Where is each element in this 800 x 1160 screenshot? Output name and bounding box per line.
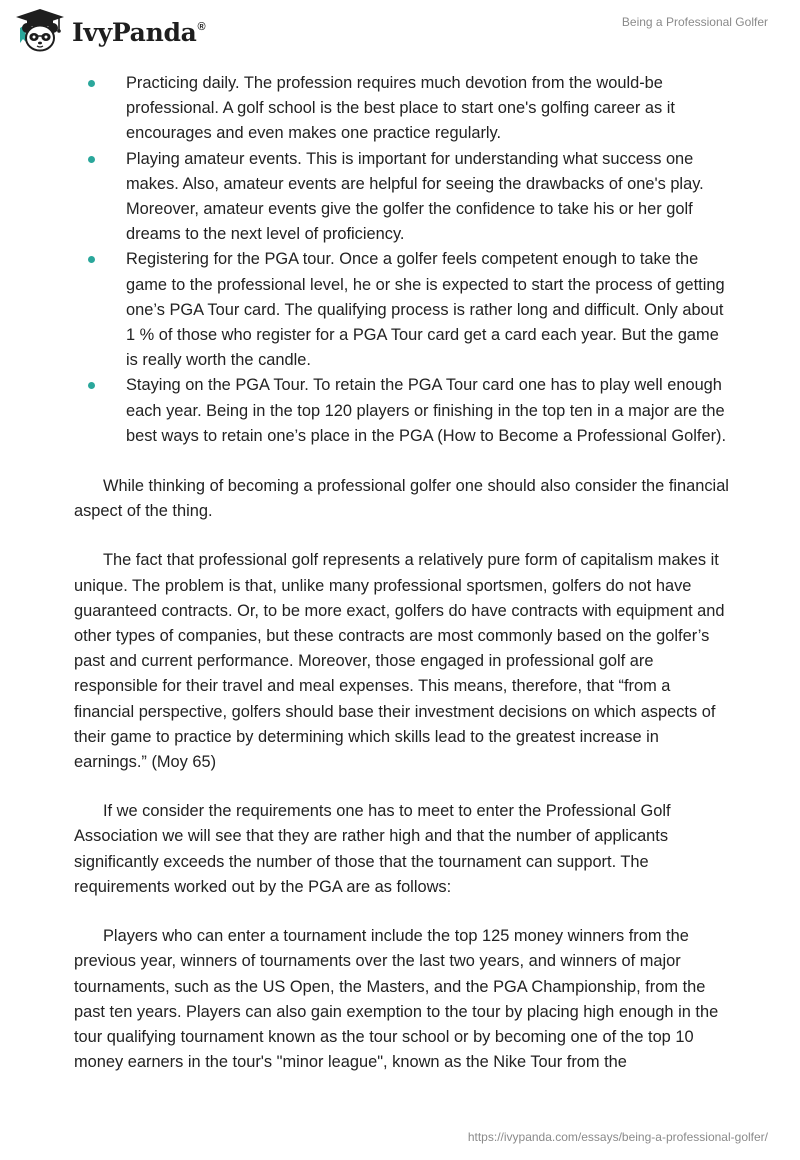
panda-graduate-icon (14, 8, 66, 52)
list-item (74, 71, 734, 147)
bullet-dot-icon (88, 80, 95, 87)
list-item-text: Practicing daily. The profession requires much devotion from the would-be professional. A golf school is the best place to start one's golfing career as it encourages and even makes one practice regularly. (126, 74, 675, 143)
essay-content (74, 71, 734, 1075)
steps-list (74, 71, 734, 449)
logo-text: IvyPanda (72, 17, 197, 47)
list-item-text: Registering for the PGA tour. Once a golfer feels competent enough to take the game to the professional level, he or she is expected to start the process of getting one’s PGA Tour card. The qualifying process is rather long and difficult. Only about 1 % of those who register for a PGA Tour card get a card each year. But the game is really worth the candle. (126, 250, 725, 370)
source-url-link[interactable]: https://ivypanda.com/essays/being-a-professional-golfer/ (467, 1130, 768, 1144)
bullet-dot-icon (88, 256, 95, 263)
list-item (74, 147, 734, 248)
page-header (0, 0, 800, 60)
list-item-text: Playing amateur events. This is important for understanding what success one makes. Also, amateur events are helpful for seeing the drawbacks of one's play. Moreover, amateur events give the golfer the confidence to take his or her golf dreams to the next level of proficiency. (126, 149, 704, 244)
paragraph: While thinking of becoming a professional golfer one should also consider the financial aspect of the thing. (74, 477, 729, 521)
registered-mark: ® (197, 20, 206, 33)
ivypanda-logo[interactable] (14, 8, 205, 52)
running-title: Being a Professional Golfer (621, 15, 768, 29)
logo-wordmark (72, 18, 205, 47)
bullet-dot-icon (88, 156, 95, 163)
list-item (74, 247, 734, 373)
bullet-dot-icon (88, 382, 95, 389)
paragraph: If we consider the requirements one has to meet to enter the Professional Golf Association we will see that they are rather high and that the number of applicants significantly exceeds the number of those that the tournament can support. The requirements worked out by the PGA are as follows: (74, 802, 671, 896)
paragraph: Players who can enter a tournament include the top 125 money winners from the previous year, winners of tournaments over the last two years, and winners of major tournaments, such as the US Open, the Masters, and the PGA Championship, from the past ten years. Players can also gain exemption to the tour by placing high enough in the tour qualifying tournament known as the tour school or by becoming one of the top 10 money earners in the tour's "minor league", known as the Nike Tour from the (74, 927, 719, 1072)
list-item (74, 373, 734, 449)
list-item-text: Staying on the PGA Tour. To retain the PGA Tour card one has to play well enough each year. Being in the top 120 players or finishing in the top ten in a major are the best ways to retain one’s place in the PGA (How to Become a Professional Golfer). (126, 376, 727, 445)
paragraph: The fact that professional golf represents a relatively pure form of capitalism makes it unique. The problem is that, unlike many professional sportsmen, golfers do not have guaranteed contracts. Or, to be more exact, golfers do have contracts with equipment and other types of companies, but these contracts are most commonly based on the golfer’s past and current performance. Moreover, those engaged in professional golf are responsible for their travel and meal expenses. This means, therefore, that “from a financial perspective, golfers should base their investment decisions on which aspects of their game to practice by determining which skills lead to the greatest increase in earnings.” (Moy 65) (74, 551, 725, 772)
